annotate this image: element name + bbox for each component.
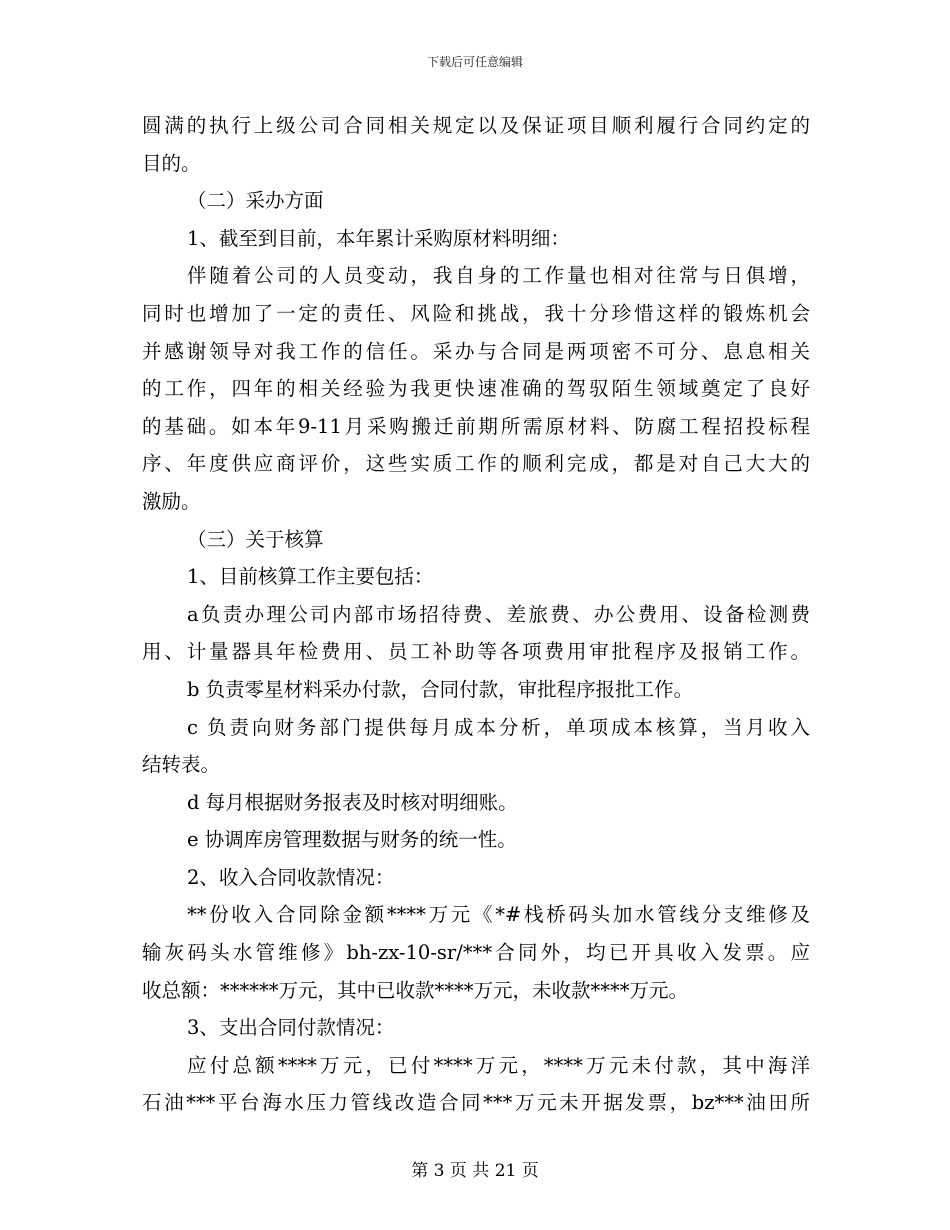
paragraph-line: 目的。 [142, 151, 201, 175]
paragraph-line: 输灰码头水管维修》bh-zx-10-sr/***合同外，均已开具收入发票。应 [142, 941, 810, 965]
subsection-heading: 2、收入合同收款情况： [187, 865, 395, 889]
subsection-heading: 1、截至到目前，本年累计采购原材料明细： [187, 226, 570, 250]
paragraph-line: b 负责零星材料采办付款，合同付款，审批程序报批工作。 [187, 677, 694, 701]
paragraph-line: 并感谢领导对我工作的信任。采办与合同是两项密不可分、息息相关 [142, 339, 810, 363]
paragraph-line: 结转表。 [142, 753, 221, 777]
paragraph-line: 激励。 [142, 489, 201, 513]
paragraph-line: 伴随着公司的人员变动，我自身的工作量也相对往常与日俱增， [187, 264, 810, 288]
paragraph-line: 用、计量器具年检费用、员工补助等各项费用审批程序及报销工作。 [142, 640, 810, 664]
subsection-heading: 1、目前核算工作主要包括： [187, 565, 434, 589]
paragraph-line: d 每月根据财务报表及时核对明细账。 [187, 790, 518, 814]
document-body [142, 107, 810, 1122]
paragraph-line: 应付总额****万元，已付****万元，****万元未付款，其中海洋 [187, 1053, 810, 1077]
paragraph-line: 石油***平台海水压力管线改造合同***万元未开据发票，bz***油田所 [142, 1091, 810, 1115]
paragraph-line: e 协调库房管理数据与财务的统一性。 [187, 828, 517, 852]
paragraph-line: 收总额：******万元，其中已收款****万元，未收款****万元。 [142, 978, 689, 1002]
page-header: 下载后可任意编辑 [426, 55, 523, 69]
section-heading: （三）关于核算 [187, 527, 324, 551]
paragraph-line: 的基础。如本年9-11月采购搬迁前期所需原材料、防腐工程招投标程 [142, 414, 810, 438]
paragraph-line: **份收入合同除金额****万元《*#栈桥码头加水管线分支维修及 [187, 903, 810, 927]
section-heading: （二）采办方面 [187, 189, 324, 213]
paragraph-line: a负责办理公司内部市场招待费、差旅费、办公费用、设备检测费 [187, 602, 810, 626]
paragraph-line: 圆满的执行上级公司合同相关规定以及保证项目顺利履行合同约定的 [142, 114, 810, 137]
paragraph-line: 序、年度供应商评价，这些实质工作的顺利完成，都是对自己大大的 [142, 452, 810, 476]
paragraph-line: c 负责向财务部门提供每月成本分析，单项成本核算，当月收入 [187, 715, 810, 739]
subsection-heading: 3、支出合同付款情况： [187, 1016, 395, 1040]
page-number-footer: 第 3 页 共 21 页 [411, 1161, 539, 1181]
paragraph-line: 同时也增加了一定的责任、风险和挑战，我十分珍惜这样的锻炼机会 [142, 301, 810, 325]
paragraph-line: 的工作，四年的相关经验为我更快速准确的驾驭陌生领域奠定了良好 [142, 377, 810, 401]
